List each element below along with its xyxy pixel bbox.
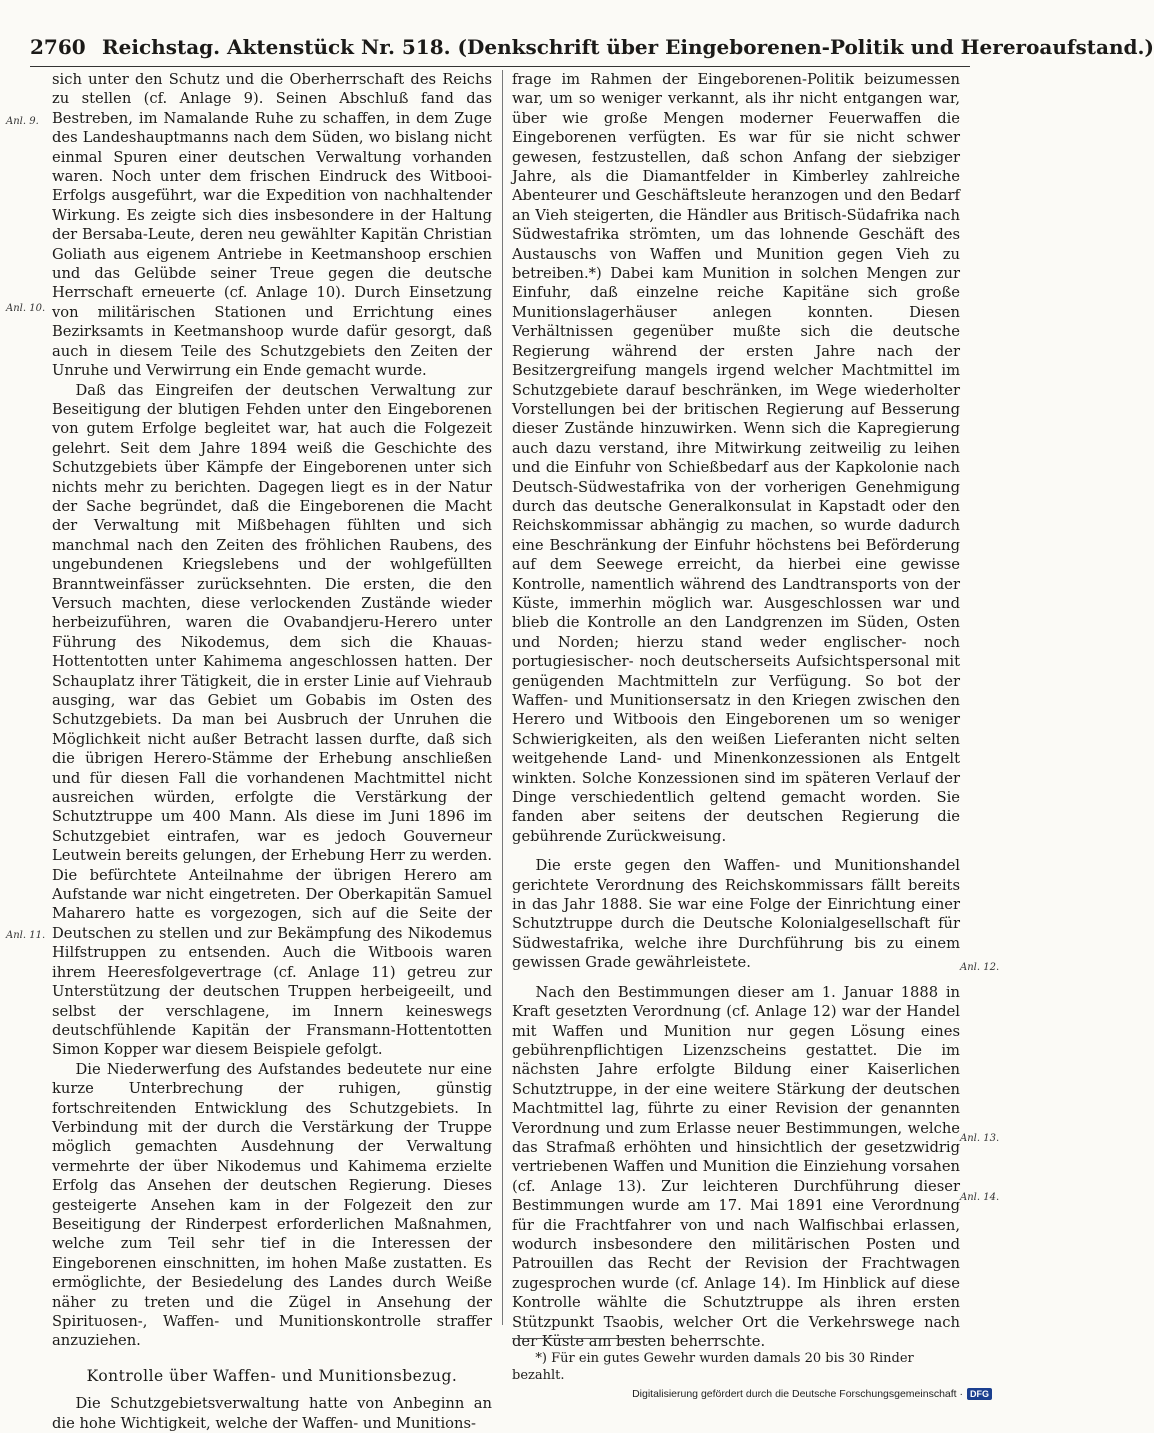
section-heading: Kontrolle über Waffen- und Munitionsbezug. (86, 1366, 458, 1385)
right-paragraph-2: Die erste gegen den Waffen- und Munitionshandel gerichtete Verordnung des Reichskommissars fällt bereits in das Jahr 1888. Sie war eine Folge der Einrichtung einer Schutztruppe durch die Deutsche Kolonialgesellschaft für Südwestafrika, welche ihre Durchführung bis zu einem gewissen Grade gewährleistete. (512, 857, 960, 972)
credit-text: Digitalisierung gefördert durch die Deutsche Forschungsgemeinschaft · (632, 1388, 963, 1400)
right-paragraph-3: Nach den Bestimmungen dieser am 1. Januar 1888 in Kraft gesetzten Verordnung (cf. Anlage 12) war der Handel mit Waffen und Munition nur gegen Lösung eines gebührenpflichtigen Lizenzscheins gestattet. Die im nächsten Jahre erfolgte Bildung einer Kaiserlichen Schutztruppe, in der eine weitere Stärkung der deutschen Machtmittel lag, führte zu einer Revision der genannten Verordnung und zum Erlasse neuer Bestimmungen, welche das Strafmaß erhöhten und hinsichtlich der gesetzwidrig vertriebenen Waffen und Munition die Einziehung vorsahen (cf. Anlage 13). Zur leichteren Durchführung dieser Bestimmungen wurde am 17. Mai 1891 eine Verordnung für die Frachtfahrer von und nach Walfischbai erlassen, wodurch insbesondere den militärischen Posten und Patrouillen das Recht der Revision der Frachtwagen zugesprochen wurde (cf. Anlage 14). Im Hinblick auf diese Kontrolle wählte die Schutztruppe als ihren ersten Stützpunkt Tsaobis, welcher Ort die Verkehrswege nach der Küste am besten beherrschte. (512, 983, 960, 1350)
margin-note-anl-13: Anl. 13. (960, 1133, 1000, 1144)
left-paragraph-3: Die Niederwerfung des Aufstandes bedeutete nur eine kurze Unterbrechung der ruhigen, günstig fortschreitenden Entwicklung des Schutzgebiets. In Verbindung mit der durch die Verstärkung der Truppe möglich gemachten Ausdehnung der Verwaltung vermehrte der über Nikodemus und Kahimema erzielte Erfolg das Ansehen der deutschen Regierung. Dieses gesteigerte Ansehen kam in der Folgezeit den zur Beseitigung der Rinderpest erforderlichen Maßnahmen, welche zum Teil sehr tief in die Interessen der Eingeborenen einschnitten, im hohen Maße zustatten. Es ermöglichte, der Besiedelung des Landes durch Weiße näher zu treten und die Zügel in Ansehung der Spirituosen-, Waffen- und Munitionskontrolle straffer anzuziehen. (52, 1060, 492, 1350)
left-paragraph-4: Die Schutzgebietsverwaltung hatte von Anbeginn an die hohe Wichtigkeit, welche der Waffen- und Munitions- (52, 1395, 492, 1432)
margin-note-anl-10: Anl. 10. (6, 303, 46, 314)
margin-note-anl-9: Anl. 9. (6, 116, 39, 127)
footnote: *) Für ein gutes Gewehr wurden damals 20 bis 30 Rinder bezahlt. (512, 1351, 914, 1383)
column-divider (502, 70, 503, 1325)
left-paragraph-1: sich unter den Schutz und die Oberherrschaft des Reichs zu stellen (cf. Anlage 9). Seinen Abschluß fand das Bestreben, im Namalande Ruhe zu schaffen, in dem Zuge des Landeshauptmanns nach dem Süden, wo bislang nicht einmal Spuren einer deutschen Verwaltung vorhanden waren. Noch unter dem frischen Eindruck des Witbooi-Erfolgs ausgeführt, war die Expedition von nachhaltender Wirkung. Es zeigte sich dies insbesondere in der Haltung der Bersaba-Leute, deren neu gewählter Kapitän Christian Goliath aus eigenem Antriebe in Keetmanshoop erschien und das Gelübde seiner Treue gegen die deutsche Herrschaft erneuerte (cf. Anlage 10). Durch Einsetzung von militärischen Stationen und Errichtung eines Bezirksamts in Keetmanshoop wurde dafür gesorgt, daß auch in diesem Teile des Schutzgebiets den Zeiten der Unruhe und Verwirrung ein Ende gemacht wurde. (52, 71, 492, 380)
page-header (30, 35, 1154, 59)
digitization-credit (632, 1388, 992, 1400)
right-paragraph-1: frage im Rahmen der Eingeborenen-Politik beizumessen war, um so weniger verkannt, als ihr nicht entgangen war, über wie große Mengen moderner Feuerwaffen die Eingeborenen verfügten. Es war für sie nicht schwer gewesen, festzustellen, daß schon Anfang der siebziger Jahre, als die Diamantfelder in Kimberley zahlreiche Abenteurer und Geschäftsleute heranzogen und den Bedarf an Vieh steigerten, die Händler aus Britisch-Südafrika nach Südwestafrika strömten, um das lohnende Geschäft des Austauschs von Waffen und Munition gegen Vieh zu betreiben.*) Dabei kam Munition in solchen Mengen zur Einfuhr, daß einzelne reiche Kapitäne sich große Munitionslagerhäuser anlegen konnten. Diesen Verhältnissen gegenüber mußte sich die deutsche Regierung während der ersten Jahre nach der Besitzergreifung mangels irgend welcher Machtmittel im Schutzgebiete darauf beschränken, im Wege wiederholter Vorstellungen bei der britischen Regierung auf Besserung dieser Zustände hinzuwirken. Wenn sich die Kapregierung auch dazu verstand, ihre Mitwirkung zeitweilig zu leihen und die Einfuhr von Schießbedarf aus der Kapkolonie nach Deutsch-Südwestafrika von der vorherigen Genehmigung durch das deutsche Generalkonsulat in Kapstadt oder den Reichskommissar abhängig zu machen, so wurde dadurch eine Beschränkung der Einfuhr höchstens bei Beförderung auf dem Seewege erreicht, da hierbei eine gewisse Kontrolle, namentlich während des Landtransports von der Küste, immerhin möglich war. Ausgeschlossen war und blieb die Kontrolle an den Landgrenzen im Süden, Osten und Norden; hierzu stand weder englischer- noch portugiesischer- noch deutscherseits Aufsichtspersonal mit genügenden Machtmitteln zur Verfügung. So bot der Waffen- und Munitionsersatz in den Kriegen zwischen den Herero und Witboois den Eingeborenen um so weniger Schwierigkeiten, als den weißen Lieferanten nicht selten weitgehende Land- und Minenkonzessionen als Entgelt winkten. Solche Konzessionen sind im späteren Verlauf der Dinge verschiedentlich geltend gemacht worden. Sie fanden aber seitens der deutschen Regierung die gebührende Zurückweisung. (512, 71, 960, 845)
page-title: Reichstag. Aktenstück Nr. 518. (Denkschrift über Eingeborenen-Politik und Hereroaufstand.) (102, 35, 1154, 59)
left-paragraph-2: Daß das Eingreifen der deutschen Verwaltung zur Beseitigung der blutigen Fehden unter den Eingeborenen von gutem Erfolge begleitet war, hat auch die Folgezeit gelehrt. Seit dem Jahre 1894 weiß die Geschichte des Schutzgebiets über Kämpfe der Eingeborenen unter sich nichts mehr zu berichten. Dagegen liegt es in der Natur der Sache begründet, daß die Eingeborenen die Macht der Verwaltung mit Mißbehagen fühlten und sich manchmal nach den Zeiten des fröhlichen Raubens, des ungebundenen Kriegslebens und der wohlgefüllten Branntweinfässer zurücksehnten. Die ersten, die den Versuch machten, diese verlockenden Zustände wieder herbeizuführen, waren die Ovabandjeru-Herero unter Führung des Nikodemus, dem sich die Khauas-Hottentotten unter Kahimema angeschlossen hatten. Der Schauplatz ihrer Tätigkeit, die in erster Linie auf Viehraub ausging, war das Gebiet um Gobabis im Osten des Schutzgebiets. Da man bei Ausbruch der Unruhen die Möglichkeit nicht außer Betracht lassen durfte, daß sich die übrigen Herero-Stämme der Erhebung anschließen und für diesen Fall die vorhandenen Machtmittel nicht ausreichen würden, erfolgte die Verstärkung der Schutztruppe um 400 Mann. Als diese im Juni 1896 im Schutzgebiet eintrafen, war es jedoch Gouverneur Leutwein bereits gelungen, der Erhebung Herr zu werden. Die befürchtete Anteilnahme der übrigen Herero am Aufstande war nicht eingetreten. Der Oberkapitän Samuel Maharero hatte es vorgezogen, sich auf die Seite der Deutschen zu stellen und zur Bekämpfung des Nikodemus Hilfstruppen zu entsenden. Auch die Witboois waren ihrem Heeresfolgevertrage (cf. Anlage 11) getreu zur Unterstützung der deutschen Truppen herbeigeeilt, und selbst der verschlagene, im Innern keineswegs deutschfühlende Kapitän der Fransmann-Hottentotten Simon Kopper war diesem Beispiele gefolgt. (52, 381, 492, 1059)
margin-note-anl-14: Anl. 14. (960, 1192, 1000, 1203)
margin-note-anl-12: Anl. 12. (960, 962, 1000, 973)
margin-note-anl-11: Anl. 11. (6, 930, 46, 941)
right-column (512, 70, 960, 1351)
footnote-rule (512, 1338, 652, 1339)
dfg-logo-icon: DFG (967, 1388, 992, 1400)
page-number: 2760 (30, 35, 86, 59)
left-column (52, 70, 492, 1433)
header-rule (30, 66, 970, 67)
